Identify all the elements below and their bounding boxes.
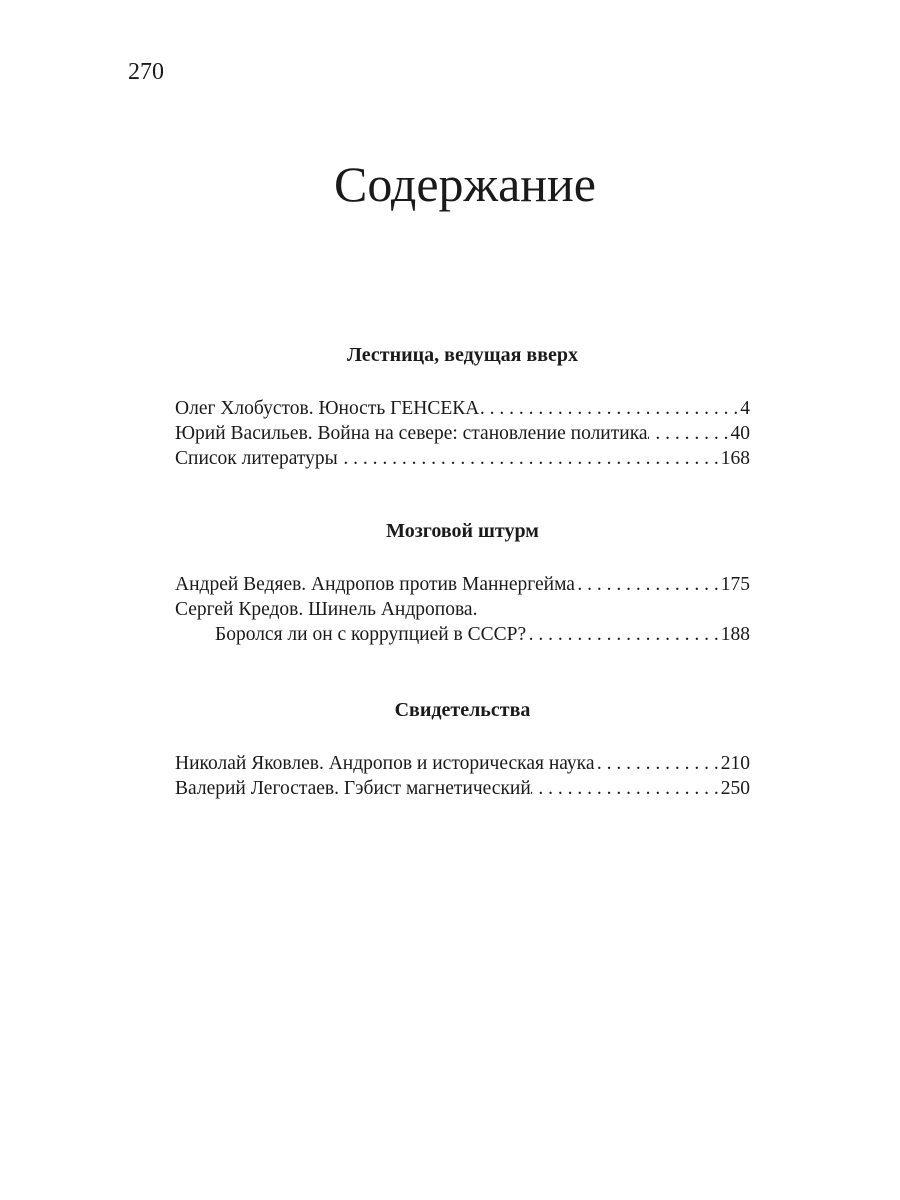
entry-page: 175 <box>720 574 750 595</box>
dot-leader <box>526 622 721 647</box>
dot-leader <box>595 751 721 776</box>
entry-page: 168 <box>720 448 750 469</box>
entry-title: Список литературы <box>175 448 338 469</box>
page-title: Содержание <box>334 156 596 212</box>
dot-leader <box>531 776 721 801</box>
entry-title: Андрей Ведяев. Андропов против Маннергейма <box>175 574 575 595</box>
page-number: 270 <box>128 59 164 85</box>
toc-section-ladder <box>175 342 750 471</box>
section-heading: Мозговой штурм <box>386 520 539 542</box>
toc-section-brainstorm <box>175 518 750 647</box>
entry-title: Боролся ли он с коррупцией в СССР? <box>215 624 527 645</box>
entry-title: Николай Яковлев. Андропов и историческая наука <box>175 753 595 774</box>
toc-entry <box>175 597 750 647</box>
entry-title: Юрий Васильев. Война на севере: становление политика <box>175 423 648 444</box>
dot-leader <box>648 421 731 446</box>
dot-leader <box>338 446 721 471</box>
toc-entry <box>175 751 750 776</box>
entry-continuation <box>175 622 750 647</box>
dot-leader <box>479 396 740 421</box>
entry-title: Олег Хлобустов. Юность ГЕНСЕКА <box>175 398 480 419</box>
section-heading: Лестница, ведущая вверх <box>347 344 578 366</box>
entry-page: 210 <box>720 753 750 774</box>
entry-title-line: Сергей Кредов. Шинель Андропова. <box>175 599 478 620</box>
toc-entry <box>175 396 750 421</box>
toc-entry <box>175 776 750 801</box>
entry-page: 188 <box>720 624 750 645</box>
entry-page: 40 <box>730 423 750 444</box>
dot-leader <box>575 572 721 597</box>
toc-entry <box>175 421 750 446</box>
section-heading: Свидетельства <box>394 699 531 721</box>
entry-title: Валерий Легостаев. Гэбист магнетический <box>175 778 531 799</box>
entry-page: 4 <box>740 398 750 419</box>
toc-section-testimonies <box>175 697 750 801</box>
toc-entry <box>175 572 750 597</box>
toc-entry <box>175 446 750 471</box>
entry-page: 250 <box>720 778 750 799</box>
